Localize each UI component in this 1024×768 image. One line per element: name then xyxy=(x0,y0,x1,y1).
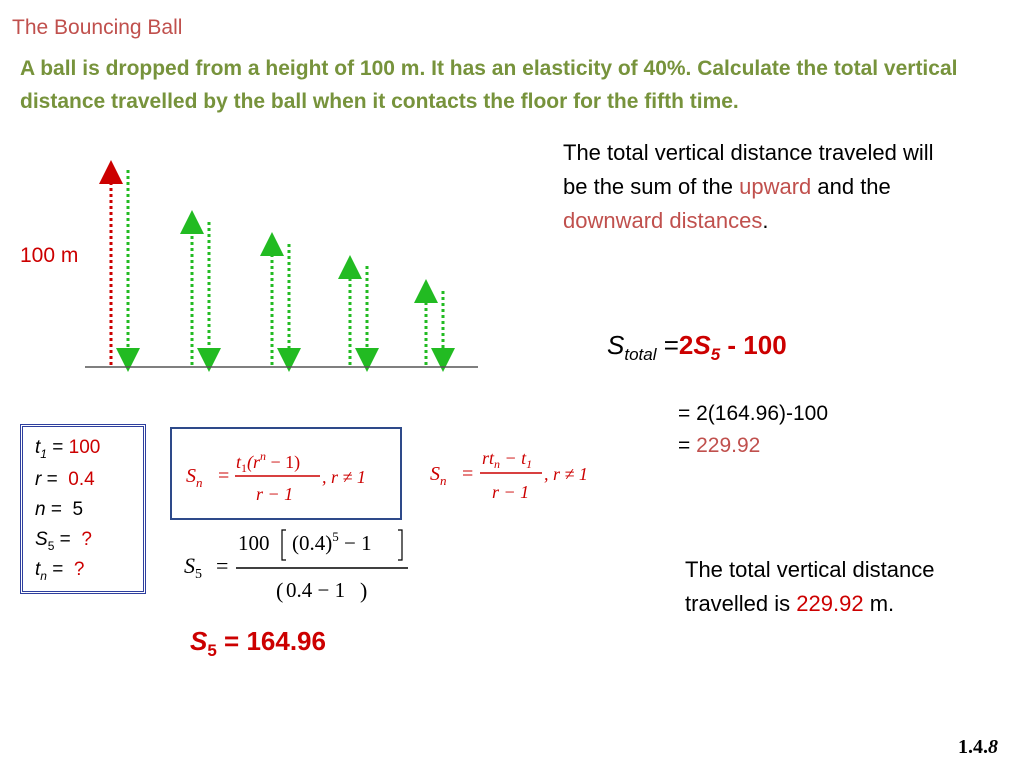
calculation-steps xyxy=(678,398,828,462)
explanation-part1: The total vertical distance traveled will be the sum of the xyxy=(563,140,934,199)
variables-box xyxy=(20,424,146,594)
svg-text:S5: $S_5$ xyxy=(184,553,202,582)
svg-text:(: ( xyxy=(276,578,284,603)
svg-text:0.4 − 1: 0.4 − 1 xyxy=(286,578,346,602)
var-s5: $S_5$ = ? xyxy=(35,529,92,553)
explanation-part2: and the xyxy=(811,174,891,199)
var-r-value: 0.4 xyxy=(68,469,95,490)
downward-word: downward distances xyxy=(563,208,763,233)
svg-text:r − 1: r − 1 xyxy=(256,484,294,504)
s5-result: $S_5 = 164.96$ xyxy=(190,626,326,661)
sum-formula-2 xyxy=(428,440,608,510)
svg-text:=: = xyxy=(218,465,230,487)
svg-text:): ) xyxy=(360,578,368,603)
svg-text:Sn: $S_n$ xyxy=(430,463,447,488)
svg-text:rtn − t1: $rt_n - t_1$ xyxy=(482,448,533,471)
svg-text:r − 1: r − 1 xyxy=(492,482,530,502)
var-t1: $t_1 = 100$ xyxy=(35,437,101,461)
explanation-end: . xyxy=(762,208,769,233)
svg-text:Sn: $S_n$ xyxy=(186,465,203,490)
height-label: 100 m xyxy=(20,244,79,267)
s5-substitution xyxy=(180,520,420,610)
calc-line-2: = 229.92 xyxy=(678,434,761,457)
s-total-equation: $S_{total} =2S_5 - 100$ xyxy=(607,330,787,365)
page-number: 1.4.8 xyxy=(958,736,998,758)
upward-word: upward xyxy=(739,174,812,199)
var-r: r = 0.4 xyxy=(35,469,95,490)
var-n-value: 5 xyxy=(72,499,84,520)
calc-line-1: = 2(164.96)-100 xyxy=(678,402,829,425)
var-tn: $t_n$ = ? xyxy=(35,559,85,583)
svg-text:100: 100 xyxy=(238,531,270,555)
svg-text:=: = xyxy=(216,553,229,578)
var-n: n = 5 xyxy=(35,499,84,520)
explanation-text xyxy=(563,136,963,238)
slide-title: The Bouncing Ball xyxy=(12,16,183,39)
var-s5-value: ? xyxy=(81,529,92,550)
var-tn-value: ? xyxy=(73,559,85,580)
svg-text:, r ≠ 1: , r ≠ 1 xyxy=(322,467,366,487)
conclusion-text: The total vertical distance travelled is 229.92 m. xyxy=(685,557,935,616)
svg-text:, r ≠ 1: , r ≠ 1 xyxy=(544,464,588,484)
bounce-diagram xyxy=(80,160,490,375)
sum-formula-1 xyxy=(180,440,400,510)
svg-text:t1(rn − 1): $t_1(r^n - 1)$ xyxy=(236,449,301,475)
problem-statement: A ball is dropped from a height of 100 m. It has an elasticity of 40%. Calculate the total vertical distance travelled by the ball when it contacts the floor for the fifth time. xyxy=(20,57,958,113)
svg-text:(0.4)5 − 1: $(0.4)^5 - 1$ xyxy=(292,529,372,555)
var-t1-value: 100 xyxy=(68,437,101,458)
svg-text:=: = xyxy=(462,463,474,485)
